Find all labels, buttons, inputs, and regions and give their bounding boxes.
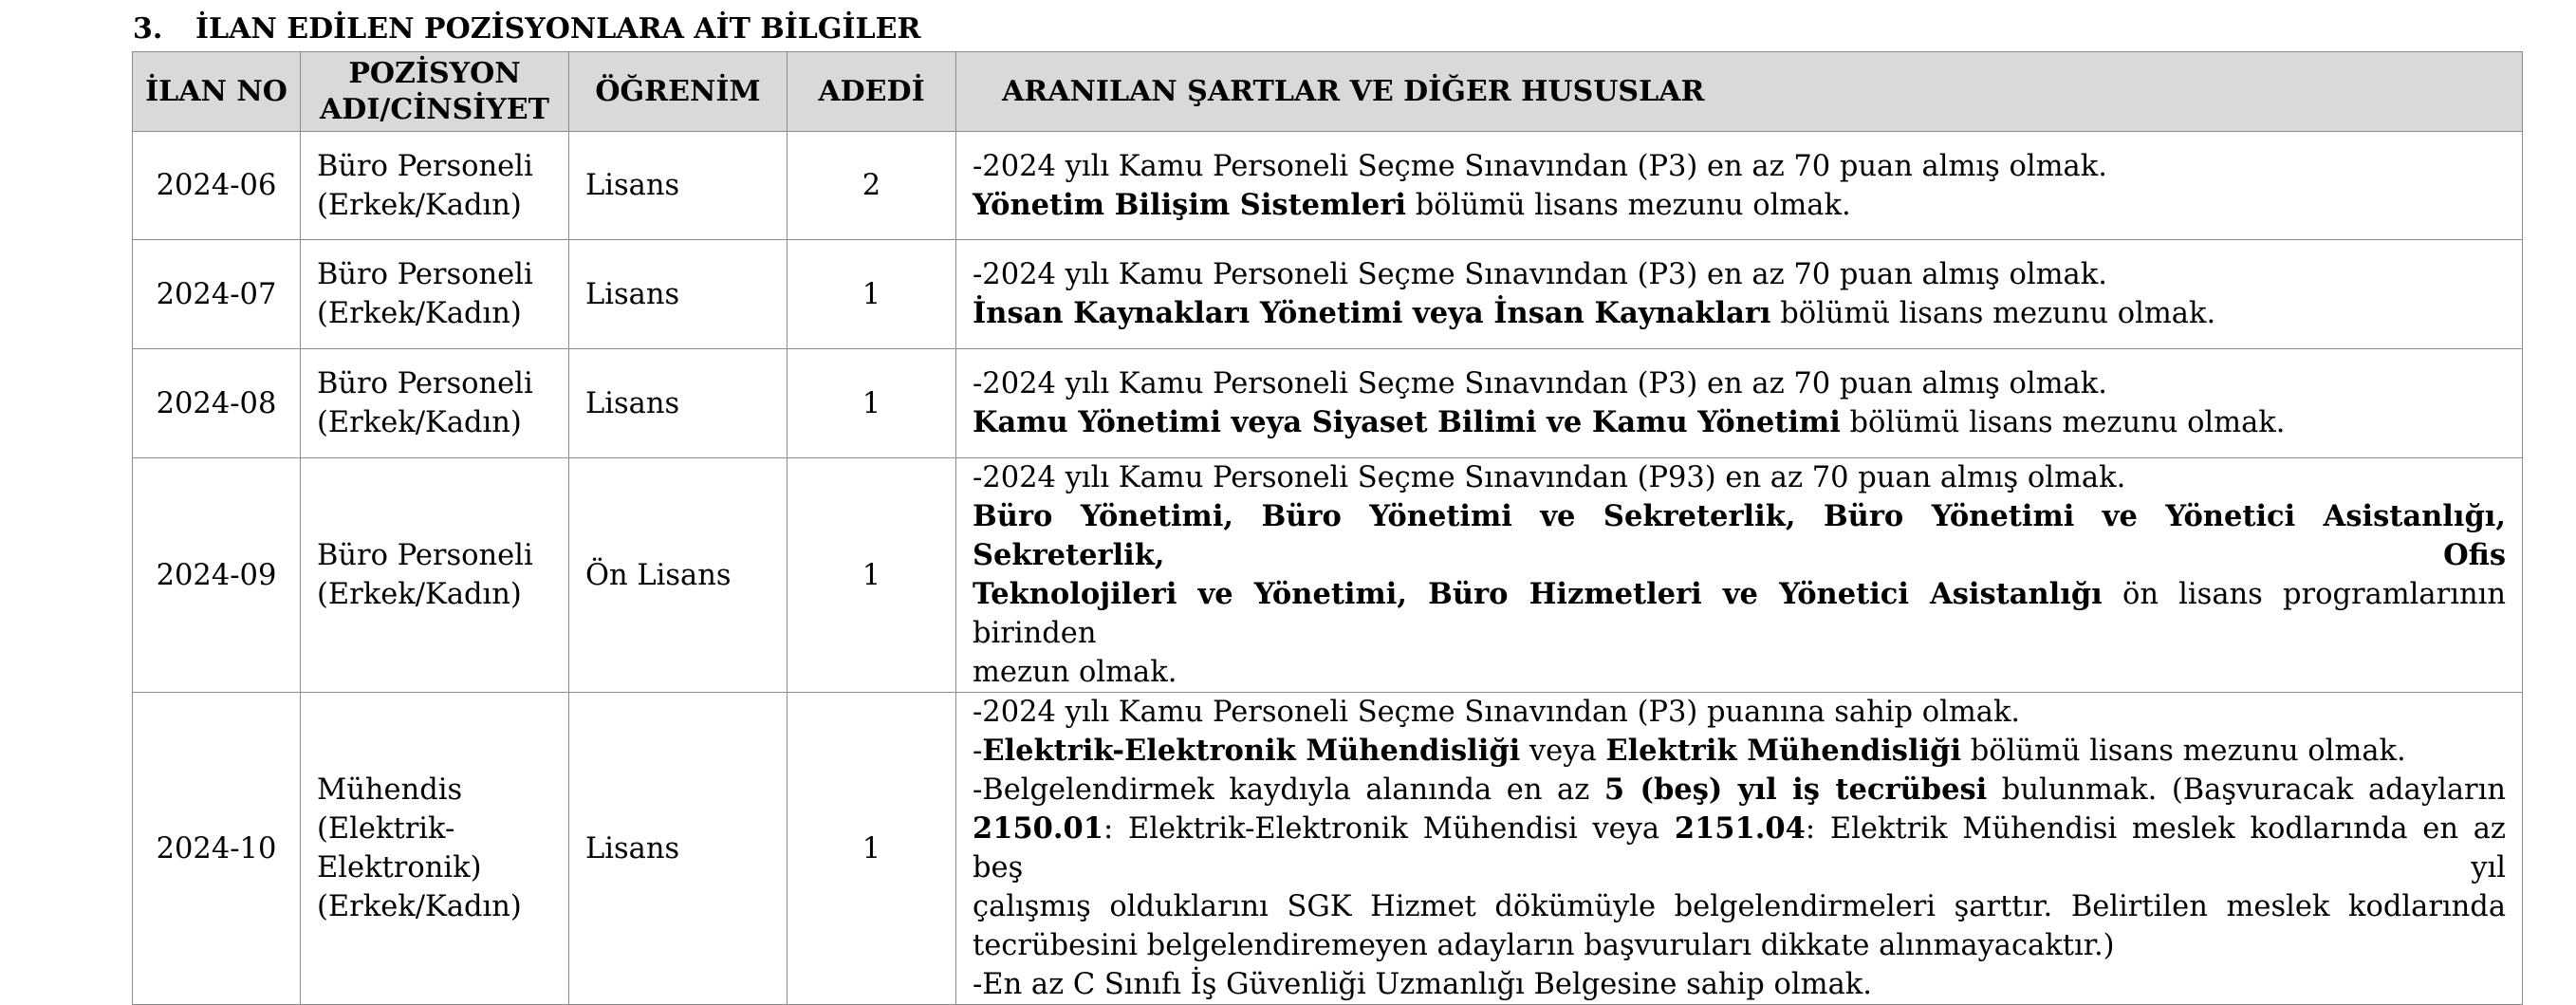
cell-pozisyon [301,132,569,240]
requirement-text: - [973,735,983,768]
cell-adedi: 1 [788,458,956,693]
cell-sartlar [956,240,2523,349]
requirement-line [973,771,2506,810]
section-heading [133,9,920,49]
requirement-bold: Teknolojileri ve Yönetimi, Büro Hizmetleri ve Yönetici Asistanlığı [973,577,2103,611]
requirement-bold: Yönetim Bilişim Sistemleri [973,187,1406,222]
cell-adedi: 1 [788,693,956,1005]
requirement-line: çalışmış olduklarını SGK Hizmet dökümüyle belgelendirmeleri şarttır. Belirtilen meslek kodlarında [973,890,2506,923]
requirement-line [973,186,2506,225]
header-ilan-no: İLAN NO [133,52,301,132]
cell-pozisyon [301,240,569,349]
requirement-bold: 2150.01 [973,811,1103,846]
pozisyon-line: (Erkek/Kadın) [317,578,522,611]
pozisyon-line: Elektronik) [317,851,482,884]
requirement-text: bölümü lisans mezunu olmak. [1770,297,2216,330]
requirement-text: : Elektrik-Elektronik Mühendisi veya [1103,812,1675,846]
requirement-text: ön lisans programlarının birinden [973,578,2506,650]
requirement-text: bulunmak. (Başvuracak adayların [1987,773,2506,807]
requirement-bold: Elektrik-Elektronik Mühendisliği [982,734,1521,768]
requirement-line: -2024 yılı Kamu Personeli Seçme Sınavından (P93) en az 70 puan almış olmak. [973,461,2126,494]
cell-pozisyon [301,458,569,693]
cell-adedi: 1 [788,349,956,458]
cell-ogrenim: Ön Lisans [569,458,788,693]
header-sartlar: ARANILAN ŞARTLAR VE DİĞER HUSUSLAR [956,52,2523,132]
table-header [133,52,2523,132]
section-title: İLAN EDİLEN POZİSYONLARA AİT BİLGİLER [195,12,921,46]
cell-ilan-no: 2024-06 [133,132,301,240]
pozisyon-line: Büro Personeli [317,539,533,572]
requirement-bold: Kamu Yönetimi veya Siyaset Bilimi ve Kamu Yönetimi [973,405,1841,439]
cell-pozisyon [301,349,569,458]
header-ogrenim: ÖĞRENİM [569,52,788,132]
cell-ogrenim: Lisans [569,240,788,349]
cell-ogrenim: Lisans [569,132,788,240]
table-row [133,458,2523,693]
requirement-text: bölümü lisans mezunu olmak. [1840,406,2286,439]
requirement-line: tecrübesini belgelendiremeyen adayların başvuruları dikkate alınmayacaktır.) [973,929,2115,962]
requirement-bold: 5 (beş) yıl iş tecrübesi [1603,772,1988,807]
cell-sartlar [956,349,2523,458]
requirement-text: veya [1520,735,1606,768]
header-pozisyon-line2: ADI/CİNSİYET [320,92,549,126]
section-number: 3. [133,12,163,46]
table-row [133,693,2523,1005]
cell-sartlar [956,458,2523,693]
requirement-text: bölümü lisans mezunu olmak. [1406,188,1851,222]
cell-pozisyon [301,693,569,1005]
requirement-line [973,575,2506,653]
table-body [133,132,2523,1005]
header-adedi: ADEDİ [788,52,956,132]
table-row [133,349,2523,458]
cell-sartlar [956,693,2523,1005]
requirement-line: -2024 yılı Kamu Personeli Seçme Sınavından (P3) puanına sahip olmak. [973,696,2021,729]
pozisyon-line: Büro Personeli [317,367,533,400]
cell-ogrenim: Lisans [569,349,788,458]
requirement-line: -2024 yılı Kamu Personeli Seçme Sınavından (P3) en az 70 puan almış olmak. [973,367,2107,400]
requirement-bold: İnsan Kaynakları Yönetimi veya İnsan Kaynakları [973,296,1771,330]
requirement-line [973,294,2506,333]
requirement-line: mezun olmak. [973,656,1177,689]
requirement-text: -Belgelendirmek kaydıyla alanında en az [973,773,1604,807]
cell-ilan-no: 2024-10 [133,693,301,1005]
requirement-line [973,810,2506,887]
requirement-bold: Elektrik Mühendisliği [1605,734,1962,768]
pozisyon-line: (Erkek/Kadın) [317,297,522,330]
requirement-line: -2024 yılı Kamu Personeli Seçme Sınavından (P3) en az 70 puan almış olmak. [973,149,2107,183]
requirement-bold: Büro Yönetimi, Büro Yönetimi ve Sekreterlik, Büro Yönetimi ve Yönetici Asistanlığı, Sekreterlik, Ofis [973,499,2506,572]
cell-ilan-no: 2024-09 [133,458,301,693]
cell-ogrenim: Lisans [569,693,788,1005]
requirement-text: bölümü lisans mezunu olmak. [1961,735,2406,768]
pozisyon-line: (Erkek/Kadın) [317,188,522,222]
cell-adedi: 1 [788,240,956,349]
pozisyon-line: (Erkek/Kadın) [317,890,522,923]
cell-ilan-no: 2024-07 [133,240,301,349]
cell-adedi: 2 [788,132,956,240]
requirement-line [973,732,2506,771]
pozisyon-line: (Elektrik- [317,812,455,846]
table-row [133,240,2523,349]
header-pozisyon [301,52,569,132]
table-row [133,132,2523,240]
pozisyon-line: Büro Personeli [317,258,533,291]
pozisyon-line: Büro Personeli [317,149,533,183]
requirement-line [973,497,2506,575]
pozisyon-line: Mühendis [317,773,463,807]
positions-table [132,51,2523,1005]
header-row [133,52,2523,132]
requirement-line: -2024 yılı Kamu Personeli Seçme Sınavından (P3) en az 70 puan almış olmak. [973,258,2107,291]
cell-ilan-no: 2024-08 [133,349,301,458]
requirement-line: -En az C Sınıfı İş Güvenliği Uzmanlığı Belgesine sahip olmak. [973,968,1872,1001]
requirement-text: : Elektrik Mühendisi meslek kodlarında en az beş yıl [973,812,2506,884]
requirement-bold: 2151.04 [1674,811,1806,846]
cell-sartlar [956,132,2523,240]
header-pozisyon-line1: POZİSYON [348,56,521,90]
requirement-line [973,403,2506,442]
pozisyon-line: (Erkek/Kadın) [317,406,522,439]
